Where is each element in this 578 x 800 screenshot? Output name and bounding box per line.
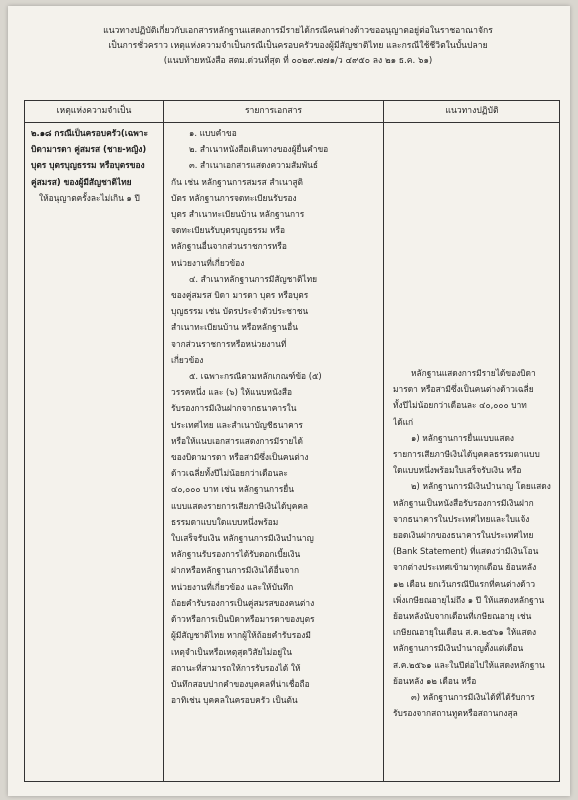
column-divider <box>383 101 384 781</box>
document-line: เกี่ยวข้อง <box>171 354 204 365</box>
practice-line: เกษียณอายุในเดือน ส.ค.๒๕๖๑ ให้แสดง <box>393 627 537 638</box>
practice-line: ทั้งปีไม่น้อยกว่าเดือนละ ๔๐,๐๐๐ บาท <box>393 400 527 411</box>
document-line: ของบิดามารดา หรือสามีซึ่งเป็นคนต่าง <box>171 452 309 463</box>
table-header-row <box>25 101 559 123</box>
document-line: ๒. สำเนาหนังสือเดินทางของผู้ยื่นคำขอ <box>189 144 329 155</box>
document-line: วรรคหนึ่ง และ (๖) ให้แนบหนังสือ <box>171 387 293 398</box>
document-line: ใบเสร็จรับเงิน หลักฐานการมีเงินบำนาญ <box>171 533 314 544</box>
document-line: เหตุจำเป็นหรือเหตุสุดวิสัยไม่อยู่ใน <box>171 646 292 657</box>
practice-line: (Bank Statement) ที่แสดงว่ามีเงินโอน <box>393 546 539 557</box>
document-line: ด้าวหรือการเป็นบิดาหรือมารดาของบุตร <box>171 614 315 625</box>
practice-line: หลักฐานการมีเงินบำนาญตั้งแต่เดือน <box>393 643 524 654</box>
reason-line: ๒.๑๘ กรณีเป็นครอบครัว(เฉพาะ <box>31 128 149 138</box>
practice-line: ๒) หลักฐานการมีเงินบำนาญ โดยแสดง <box>411 481 551 492</box>
practice-line: เพิ่งเกษียณอายุไม่ถึง ๑ ปี ให้แสดงหลักฐาน <box>393 594 545 605</box>
document-line: ๓. สำเนาเอกสารแสดงความสัมพันธ์ <box>189 160 318 171</box>
document-line: แบบแสดงรายการเสียภาษีเงินได้บุคคล <box>171 500 309 511</box>
document-line: หรือให้แนบเอกสารแสดงการมีรายได้ <box>171 435 303 446</box>
document-line: บุญธรรม เช่น บัตรประจำตัวประชาชน <box>171 306 309 317</box>
document-line: ๔๐,๐๐๐ บาท เช่น หลักฐานการยื่น <box>171 484 294 495</box>
practice-line: ๑๒ เดือน ยกเว้นกรณีปีแรกที่คนต่างด้าว <box>393 578 536 589</box>
practice-line: ยอดเงินฝากของธนาคารในประเทศไทย <box>393 530 534 541</box>
practice-line: ส.ค.๒๕๖๑ และในปีต่อไปให้แสดงหลักฐาน <box>393 659 545 670</box>
document-line: สถานะที่สามารถให้การรับรองได้ ให้ <box>171 662 301 673</box>
document-line: รับรองการมีเงินฝากจากธนาคารใน <box>171 403 297 414</box>
document-line: บันทึกสอบปากคำของบุคคลที่น่าเชื่อถือ <box>171 678 310 689</box>
column-divider <box>163 101 164 781</box>
header-reason: เหตุแห่งความจำเป็น <box>56 106 132 116</box>
practice-line: ย้อนหลังนับจากเดือนที่เกษียณอายุ เช่น <box>393 611 532 622</box>
practice-line: ย้อนหลัง ๑๒ เดือน หรือ <box>393 675 477 686</box>
header-line-2: เป็นการชั่วคราว เหตุแห่งความจำเป็นกรณีเป็นครอบครัวของผู้มีสัญชาติไทย และกรณีใช้ชีวิตในบั้นปลาย <box>108 41 488 51</box>
practice-line: จากธนาคารในประเทศไทยและใบแจ้ง <box>393 513 530 524</box>
practice-line: ๓) หลักฐานการมีเงินได้ที่ได้รับการ <box>411 692 535 703</box>
practice-line: รับรองจากสถานทูตหรือสถานกงสุล <box>393 708 518 719</box>
document-line: หน่วยงานที่เกี่ยวข้อง <box>171 257 245 268</box>
document-line: กัน เช่น หลักฐานการสมรส สำเนาสูติ <box>171 176 303 187</box>
practice-line: ใดแบบหนึ่งพร้อมใบเสร็จรับเงิน หรือ <box>393 465 522 476</box>
document-page <box>8 6 570 796</box>
practice-line: หลักฐานแสดงการมีรายได้ของบิดา <box>411 368 536 378</box>
document-line: จากส่วนราชการหรือหน่วยงานที่ <box>171 338 287 349</box>
document-line: ประเทศไทย และสำเนาบัญชีธนาคาร <box>171 419 303 430</box>
reason-line: ให้อนุญาตครั้งละไม่เกิน ๑ ปี <box>39 192 140 203</box>
document-line: ของคู่สมรส บิดา มารดา บุตร หรือบุตร <box>171 290 309 301</box>
document-line: หน่วยงานที่เกี่ยวข้อง และให้บันทึก <box>171 581 294 592</box>
documents-column <box>171 125 371 708</box>
document-line: จดทะเบียนรับบุตรบุญธรรม หรือ <box>171 225 286 236</box>
document-line: ฝากหรือหลักฐานการมีเงินได้อื่นจาก <box>171 565 300 576</box>
header-line-3: (แนบท้ายหนังสือ สตม.ด่วนที่สุด ที่ ๐๐๒๙.๗๗๑/ว ๔๙๕๐ ลง ๒๑ ธ.ค. ๖๑) <box>163 56 433 66</box>
practice-line: รายการเสียภาษีเงินได้บุคคลธรรมดาแบบ <box>393 449 540 460</box>
reason-line: บิดามารดา คู่สมรส (ชาย-หญิง) <box>31 144 147 155</box>
practice-column <box>393 365 553 721</box>
practice-line: ๑) หลักฐานการยื่นแบบแสดง <box>411 432 514 443</box>
document-line: ถ้อยคำรับรองการเป็นคู่สมรสของคนต่าง <box>171 597 315 608</box>
guideline-table <box>24 100 560 782</box>
header-line-1: แนวทางปฏิบัติเกี่ยวกับเอกสารหลักฐานแสดงการมีรายได้กรณีคนต่างด้าวขออนุญาตอยู่ต่อในราชอาณาจักร <box>103 26 493 36</box>
practice-line: มารดา หรือสามีซึ่งเป็นคนต่างด้าวเฉลี่ย <box>393 384 534 395</box>
document-line: ผู้มีสัญชาติไทย หากผู้ให้ถ้อยคำรับรองมี <box>171 630 311 641</box>
reason-column <box>31 125 155 206</box>
document-line: บัตร หลักฐานการจดทะเบียนรับรอง <box>171 192 297 203</box>
practice-line: จากต่างประเทศเข้ามาทุกเดือน ย้อนหลัง <box>393 562 537 573</box>
document-line: ๕. เฉพาะกรณีตามหลักเกณฑ์ข้อ (๕) <box>189 371 322 382</box>
header-practice: แนวทางปฏิบัติ <box>445 106 499 116</box>
document-line: ด้าวเฉลี่ยทั้งปีไม่น้อยกว่าเดือนละ <box>171 468 288 479</box>
document-line: ๔. สำเนาหลักฐานการมีสัญชาติไทย <box>189 273 318 284</box>
header-documents: รายการเอกสาร <box>244 106 303 116</box>
document-line: อาทิเช่น บุคคลในครอบครัว เป็นต้น <box>171 695 298 706</box>
document-line: ๑. แบบคำขอ <box>189 128 237 138</box>
reason-line: คู่สมรส) ของผู้มีสัญชาติไทย <box>31 176 132 187</box>
practice-line: ได้แก่ <box>393 416 414 427</box>
document-line: บุตร สำเนาทะเบียนบ้าน หลักฐานการ <box>171 209 305 220</box>
document-line: หลักฐานรับรองการได้รับดอกเบี้ยเงิน <box>171 549 301 560</box>
document-line: ธรรมดาแบบใดแบบหนึ่งพร้อม <box>171 516 279 527</box>
document-header <box>48 24 548 69</box>
practice-line: หลักฐานเป็นหนังสือรับรองการมีเงินฝาก <box>393 497 534 508</box>
reason-line: บุตร บุตรบุญธรรม หรือบุตรของ <box>31 160 145 171</box>
document-line: สำเนาทะเบียนบ้าน หรือหลักฐานอื่น <box>171 322 298 333</box>
document-line: หลักฐานอื่นจากส่วนราชการหรือ <box>171 241 287 252</box>
